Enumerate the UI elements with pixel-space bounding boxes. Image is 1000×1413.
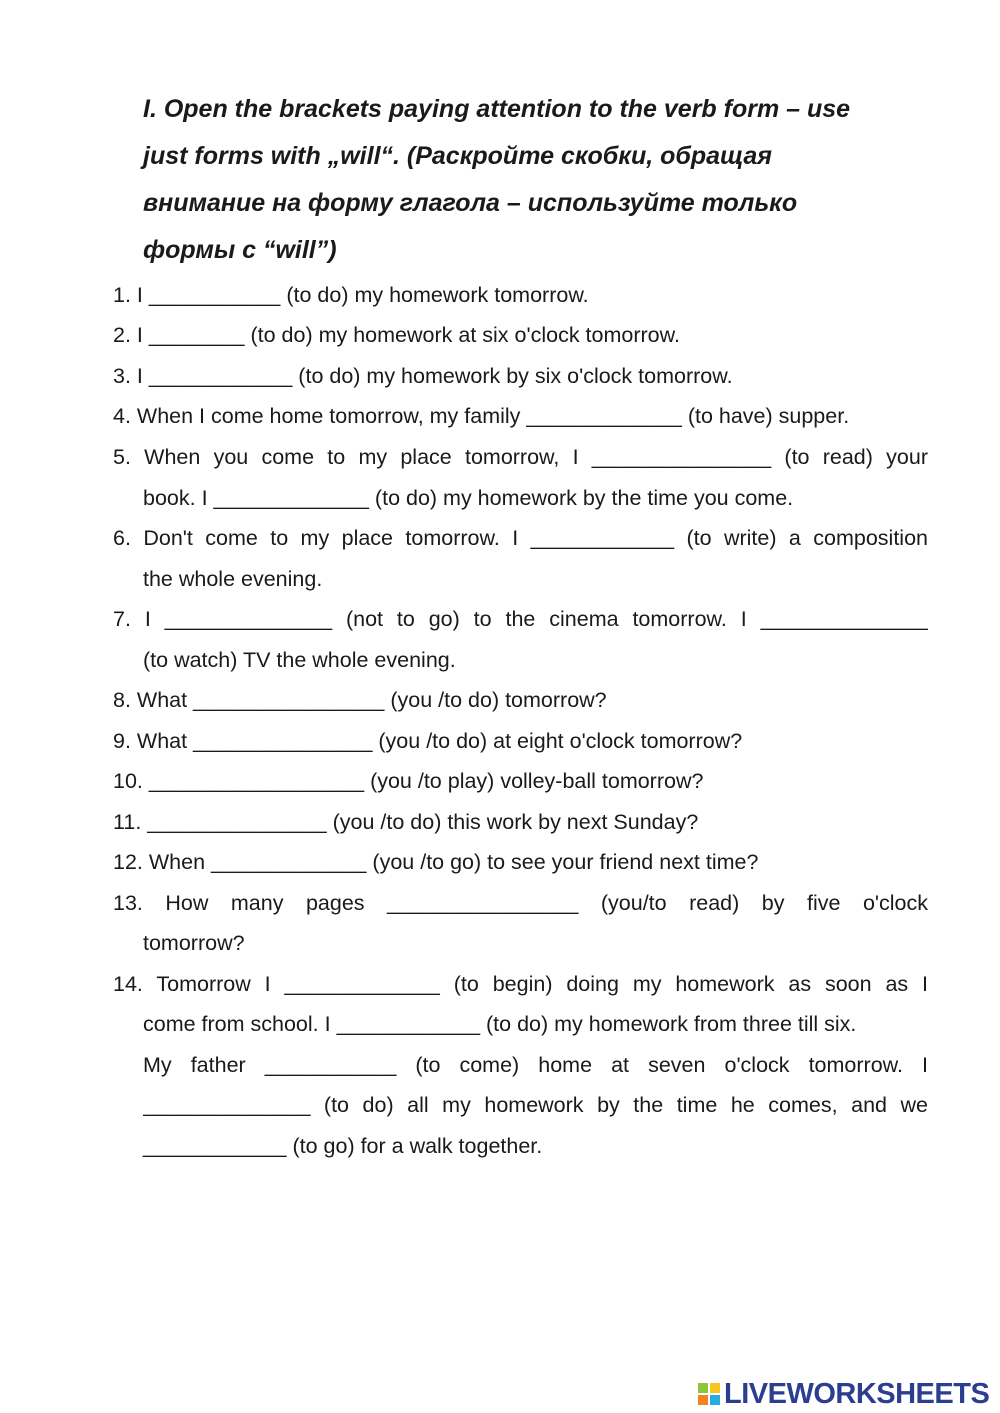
exercise-line: book. I _____________ (to do) my homework by the time you come. xyxy=(143,486,794,510)
exercise-line: 2. I ________ (to do) my homework at six o'clock tomorrow. xyxy=(113,323,680,347)
exercise-line: tomorrow? xyxy=(143,931,245,955)
exercise-line: 14. Tomorrow I _____________ (to begin) doing my homework as soon as I xyxy=(113,972,928,996)
exercise-line: 3. I ____________ (to do) my homework by six o'clock tomorrow. xyxy=(113,364,733,388)
exercise-line: ____________ (to go) for a walk together. xyxy=(143,1134,543,1158)
instructions-line: формы с “will”) xyxy=(143,236,337,264)
exercise-line: My father ___________ (to come) home at seven o'clock tomorrow. I xyxy=(143,1053,928,1077)
exercise-line: 13. How many pages ________________ (you/to read) by five o'clock xyxy=(113,891,928,915)
liveworksheets-logo xyxy=(698,1376,998,1412)
exercise-line: 8. What ________________ (you /to do) tomorrow? xyxy=(113,688,607,712)
instructions-line: внимание на форму глагола – используйте только xyxy=(143,189,798,217)
exercise-line: (to watch) TV the whole evening. xyxy=(143,648,456,672)
exercise-line: 4. When I come home tomorrow, my family _____________ (to have) supper. xyxy=(113,404,850,428)
exercise-line: 7. I ______________ (not to go) to the cinema tomorrow. I ______________ xyxy=(113,607,928,631)
exercise-line: 12. When _____________ (you /to go) to see your friend next time? xyxy=(113,850,759,874)
exercise-line: 11. _______________ (you /to do) this work by next Sunday? xyxy=(113,810,699,834)
exercise-line: 5. When you come to my place tomorrow, I _______________ (to read) your xyxy=(113,445,928,469)
exercise-line: 10. __________________ (you /to play) volley-ball tomorrow? xyxy=(113,769,704,793)
logo-grid-icon xyxy=(698,1383,720,1405)
instructions-line: I. Open the brackets paying attention to the verb form – use xyxy=(143,95,851,123)
instructions-line: just forms with „will“. (Раскройте скобки, обращая xyxy=(143,142,773,170)
exercise-line: 1. I ___________ (to do) my homework tomorrow. xyxy=(113,283,589,307)
exercise-line: 6. Don't come to my place tomorrow. I ____________ (to write) a composition xyxy=(113,526,928,550)
exercise-line: the whole evening. xyxy=(143,567,323,591)
exercise-line: ______________ (to do) all my homework by the time he comes, and we xyxy=(143,1093,928,1117)
exercise-line: come from school. I ____________ (to do) my homework from three till six. xyxy=(143,1012,857,1036)
instructions-heading xyxy=(143,86,933,274)
logo-text: LIVEWORKSHEETS xyxy=(724,1378,990,1410)
exercise-line: 9. What _______________ (you /to do) at eight o'clock tomorrow? xyxy=(113,729,743,753)
